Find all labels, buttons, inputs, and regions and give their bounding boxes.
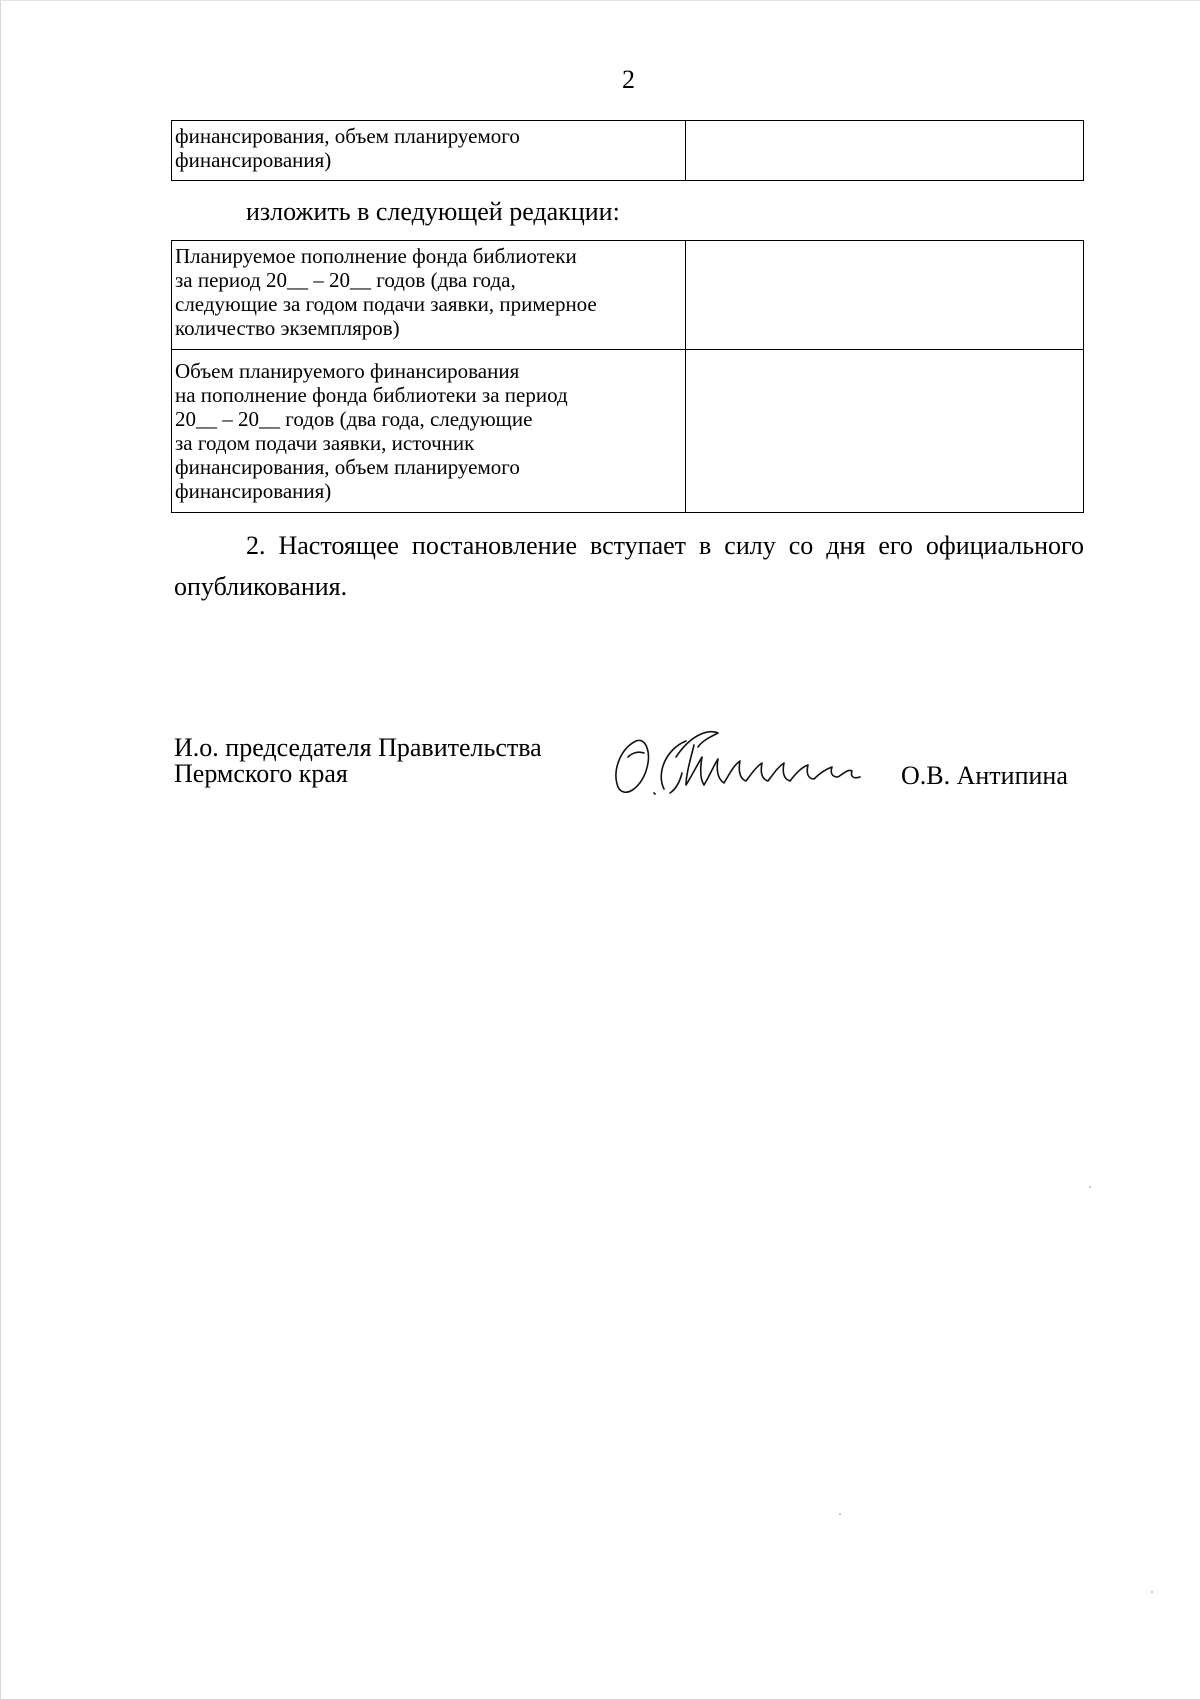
cell-line: количество экземпляров)	[175, 316, 400, 340]
cell-line: следующие за годом подачи заявки, примерное	[175, 292, 597, 316]
table-cell-label	[172, 350, 686, 513]
signatory-title-line: Пермского края	[174, 759, 348, 788]
table-row	[172, 350, 1084, 513]
cell-line: за период 20__ – 20__ годов (два года,	[175, 268, 516, 292]
table-cell-label	[172, 121, 686, 181]
cell-line: на пополнение фонда библиотеки за период	[175, 383, 568, 407]
table-cell-value	[686, 350, 1084, 513]
table-cell-value	[686, 121, 1084, 181]
cell-line: 20__ – 20__ годов (два года, следующие	[175, 407, 533, 431]
paragraph-effective-date	[174, 525, 1084, 607]
cell-line: Планируемое пополнение фонда библиотеки	[175, 244, 577, 268]
table-row	[172, 241, 1084, 350]
cell-line: финансирования)	[175, 479, 332, 503]
cell-line: финансирования, объем планируемого	[175, 455, 520, 479]
cell-line: финансирования)	[175, 148, 332, 172]
table-row	[172, 121, 1084, 181]
scan-speck	[1089, 1186, 1091, 1188]
table-cell-value	[686, 241, 1084, 350]
new-edition-table	[171, 240, 1084, 513]
table-cell-label	[172, 241, 686, 350]
intro-text: изложить в следующей редакции:	[246, 197, 620, 226]
cell-line: Объем планируемого финансирования	[175, 359, 520, 383]
scan-speck	[1151, 1591, 1153, 1593]
top-table	[171, 120, 1084, 181]
signatory-title-line: И.о. председателя Правительства	[174, 733, 542, 762]
signatory-name: О.В. Антипина	[901, 761, 1068, 790]
cell-line: финансирования, объем планируемого	[175, 124, 520, 148]
signatory-title	[174, 735, 542, 787]
page-number: 2	[622, 65, 635, 94]
handwritten-signature	[606, 727, 911, 799]
cell-line: за годом подачи заявки, источник	[175, 431, 475, 455]
scan-speck	[839, 1513, 841, 1515]
paragraph-text: 2. Настоящее постановление вступает в силу со дня его официального опубликования.	[174, 531, 1084, 601]
